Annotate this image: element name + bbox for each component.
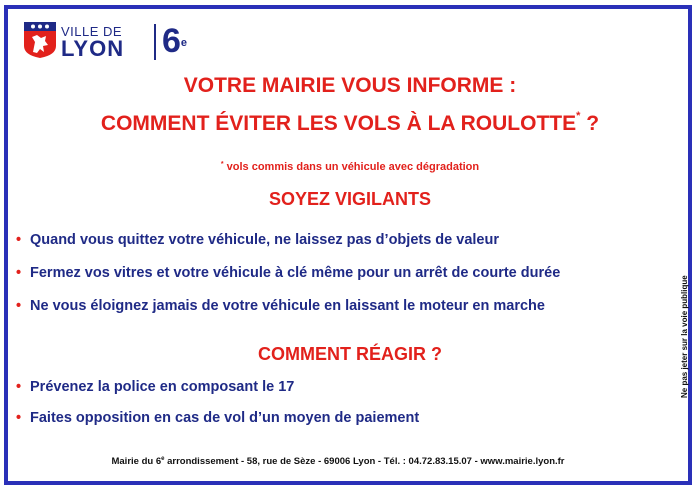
bullet-icon: • [16, 298, 22, 314]
section-heading-reagir: COMMENT RÉAGIR ? [258, 344, 442, 364]
bullet-icon: • [16, 265, 22, 281]
main-title-line-1: VOTRE MAIRIE VOUS INFORME : [183, 74, 517, 97]
logo-ville-de: VILLE DE [61, 24, 123, 39]
main-title-line-2: COMMENT ÉVITER LES VOLS À LA ROULOTTE* ? [100, 110, 600, 135]
side-note: Ne pas jeter sur la voie publique [680, 275, 689, 398]
list-item: • Fermez vos vitres et votre véhicule à clé même pour un arrêt de courte durée [16, 265, 561, 281]
bullet-icon: • [16, 379, 22, 395]
lion-emblem-icon [24, 22, 56, 58]
list-item: • Prévenez la police en composant le 17 [16, 379, 295, 395]
list-item: • Faites opposition en cas de vol d’un moyen de paiement [16, 410, 420, 426]
bullet-icon: • [16, 232, 22, 248]
footer-contact: Mairie du 6e arrondissement - 58, rue de Sèze - 69006 Lyon - Tél. : 04.72.83.15.07 - www.mairie.lyon.fr [111, 456, 565, 467]
section-heading-vigilants: SOYEZ VIGILANTS [268, 189, 432, 209]
logo-divider [154, 24, 156, 60]
logo-arrondissement: 6e [162, 22, 188, 60]
bullet-icon: • [16, 410, 22, 426]
logo-lyon: LYON [61, 36, 125, 61]
title-footnote: * vols commis dans un véhicule avec dégradation [220, 161, 480, 173]
list-item: • Quand vous quittez votre véhicule, ne laissez pas d’objets de valeur [16, 232, 499, 248]
list-item: • Ne vous éloignez jamais de votre véhicule en laissant le moteur en marche [16, 298, 545, 314]
